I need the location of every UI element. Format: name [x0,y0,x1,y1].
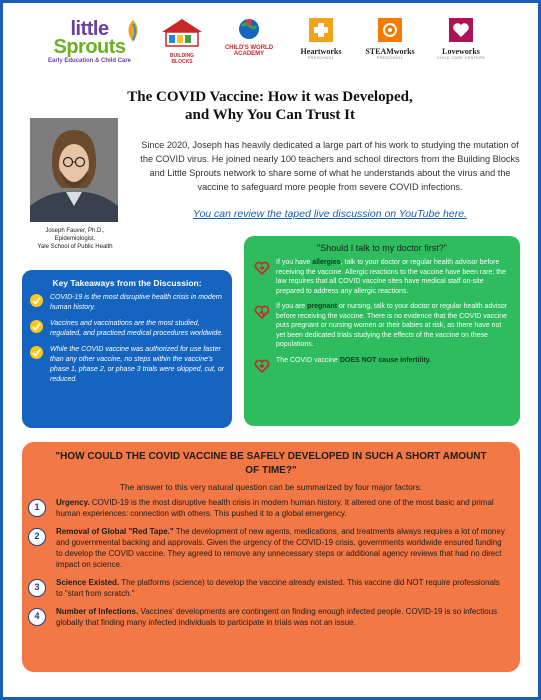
building-blocks-name: BUILDING BLOCKS [169,53,195,65]
factor-text: The development of new agents, medications, and treatments always requires a lot of money and governmental backing and approvals. Given the urgency of the COVID-19 crisis, governments worldwide ensured funding to develop the COVID vaccine. They agreed to remove any unnecessary steps or additional agency reviews that had no direct impact on science. [56,527,505,569]
title-line-2: and Why You Can Trust It [185,107,355,123]
globe-icon [236,18,262,40]
speaker-affiliation: Yale School of Public Health [37,244,113,250]
factor-item [34,577,508,599]
doctor-item-text: or nursing, talk to your doctor or regular health advisor before receiving the vaccine. There is no evidence that the COVID vaccine puts pregnant or nursing women or their babies at risk, as there have not yet been dedicated trials studying the effects of the vaccine on these populations. [276,303,508,348]
factor-item [34,497,508,519]
development-box [22,442,520,672]
loveworks-emblem-icon [449,18,473,42]
factor-number-badge: 2 [28,528,46,546]
factor-heading: Urgency. [56,498,90,507]
heartworks-caption: PRESCHOOL [307,56,335,60]
takeaway-text: While the COVID vaccine was authorized for use faster than any other vaccine, no steps within the vaccine's phase 1, phase 2, or phase 3 trials were skipped, cut, or reduced. [50,346,224,383]
factor-text: COVID-19 is the most disruptive health crisis in modern human history. It altered one of the most basic and primal human experiences: connection with others. This pushed it to a global emergency. [56,498,494,518]
takeaways-title: Key Takeaways from the Discussion: [52,278,202,288]
development-title: "HOW COULD THE COVID VACCINE BE SAFELY DEVELOPED IN SUCH A SHORT AMOUNT OF TIME?" [55,451,487,476]
loveworks-name: Loveworks [442,47,480,56]
takeaways-box [22,270,232,428]
title-line-1: The COVID Vaccine: How it was Developed, [127,89,413,105]
takeaway-item [30,293,224,313]
heartworks-name: Heartworks [300,47,342,56]
factor-number-badge: 3 [28,579,46,597]
doctor-box [244,236,520,426]
steamworks-name: STEAMworks [365,47,415,56]
steamworks-caption: PRESCHOOL [376,56,404,60]
doctor-item-pregnant [254,302,510,350]
little-sprouts-tagline: Early Education & Child Care [48,58,132,64]
youtube-link[interactable]: You can review the taped live discussion on YouTube here. [193,208,467,220]
checkmark-icon [30,320,43,333]
logo-word-little: little [70,18,109,40]
partner-logos [40,18,510,73]
speaker-caption [20,227,130,251]
doctor-item-text: If you are [276,303,308,310]
childs-world-logo [218,18,280,57]
speaker-role: Epidemiologist, [54,236,96,242]
building-blocks-logo [160,18,204,65]
loveworks-caption: CHILD CARE CENTERS [437,56,485,60]
doctor-item-text: The COVID vaccine [276,356,340,364]
heart-pulse-icon [254,260,270,276]
factor-number-badge: 4 [28,608,46,626]
factor-heading: Science Existed. [56,578,120,587]
checkmark-icon [30,346,43,359]
doctor-box-title: "Should I talk to my doctor first?" [317,243,447,253]
doctor-item-emphasis: allergies [312,259,341,266]
intro-paragraph: Since 2020, Joseph has heavily dedicated a large part of his work to studying the mutation of the COVID virus. He joined nearly 100 teachers and school directors from the Building Blocks and Little Sprouts network to share some of what he understands about the virus and the vaccine to safeguard more people from severe COVID infections. [140,140,520,192]
doctor-item-allergies [254,258,510,296]
factor-item [34,606,508,628]
factor-number-badge: 1 [28,499,46,517]
factor-text: Vaccines' developments are contingent on finding enough infected people. COVID-19 is so infectious globally that finding many infected individuals to participate in trials was not an issue. [56,607,498,627]
factor-text: The platforms (science) to develop the vaccine already existed. This vaccine did NOT require professionals to "start from scratch." [56,578,500,598]
doctor-item-text: , talk to your doctor or regular health advisor before receiving the vaccine. Allergic reactions to the vaccine have been rare; the law requires that all COVID vaccine sites have medical staff on-site prepared to address any allergic reactions. [276,259,506,295]
doctor-item-emphasis: DOES NOT cause infertility. [339,356,432,364]
loveworks-logo [433,18,489,60]
heart-plus-icon [254,358,270,374]
doctor-item-text: If you have [276,259,313,266]
takeaway-item [30,319,224,339]
heartworks-logo [295,18,347,60]
speaker-name: Joseph Fauver, Ph.D., [45,228,105,234]
development-intro: The answer to this very natural question can be summarized by four major factors: [119,482,423,492]
logo-word-sprouts: Sprouts [53,36,126,58]
takeaway-text: COVID-19 is the most disruptive health crisis in modern human history. [50,294,222,311]
heart-pulse-icon [254,304,270,320]
checkmark-icon [30,294,43,307]
steamworks-emblem-icon [378,18,402,42]
doctor-item-emphasis: pregnant [307,303,338,310]
article-title [60,88,480,124]
factor-heading: Number of Infections. [56,607,139,616]
doctor-item-infertility [254,356,510,366]
house-blocks-icon [161,18,203,48]
takeaway-item [30,345,224,385]
factor-heading: Removal of Global "Red Tape." [56,527,174,536]
childs-world-name: CHILD'S WORLD ACADEMY [224,45,274,57]
feather-icon [126,20,140,42]
steamworks-logo [358,18,422,60]
speaker-photo [30,118,118,222]
little-sprouts-logo [48,20,131,64]
takeaway-text: Vaccines and vaccinations are the most studied, regulated, and practiced medical procedures worldwide. [50,320,224,337]
factor-item [34,526,508,570]
heartworks-emblem-icon [309,18,333,42]
